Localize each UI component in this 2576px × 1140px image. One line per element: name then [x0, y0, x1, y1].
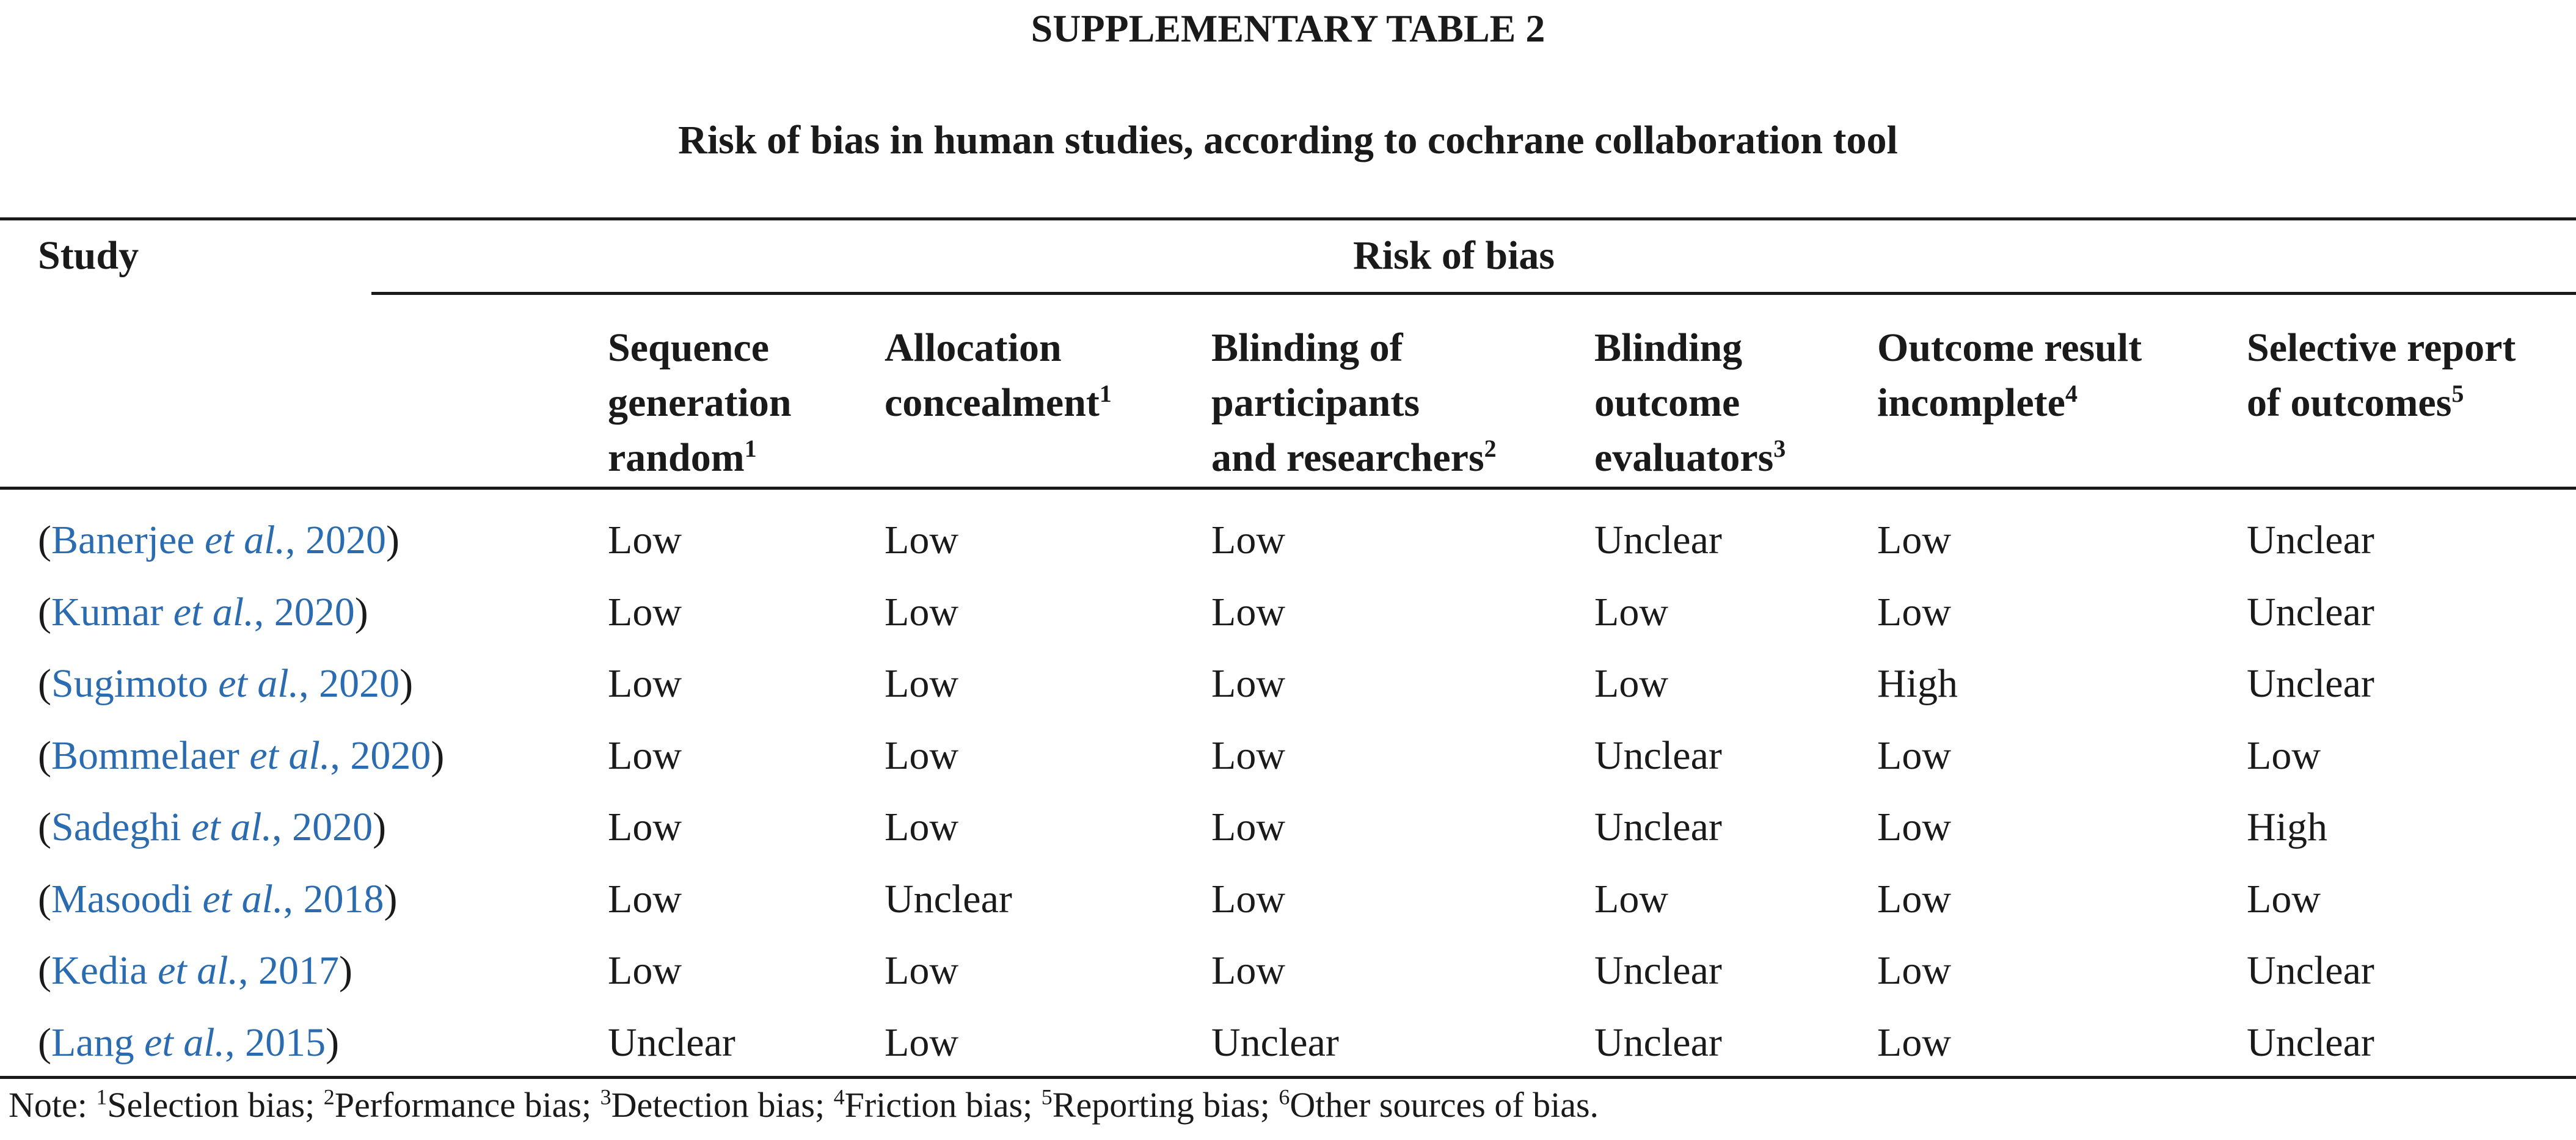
column-header-line: [1594, 430, 1786, 485]
column-header-text: Allocation: [885, 325, 1062, 370]
risk-cell: Low: [1877, 733, 1951, 778]
citation-author: Kumar: [51, 590, 164, 634]
citation-close-paren: ): [373, 805, 387, 849]
citation-open-paren: (: [38, 518, 51, 562]
column-header-line: [885, 321, 1112, 376]
citation-link[interactable]: [51, 877, 384, 921]
group-rule: [371, 292, 2576, 295]
risk-cell: Unclear: [1594, 733, 1722, 778]
column-header-footnote-marker: 1: [1099, 380, 1112, 407]
note-prefix: Note:: [9, 1085, 97, 1125]
citation-link[interactable]: [51, 590, 355, 634]
citation-year: 2020: [350, 733, 431, 778]
citation-et-al: et al.: [158, 948, 239, 993]
note-footnote-marker: 5: [1041, 1084, 1053, 1109]
risk-cell: Low: [1877, 877, 1951, 921]
study-cell: [38, 943, 352, 998]
citation-comma: ,: [272, 805, 293, 849]
risk-cell: Unclear: [1594, 948, 1722, 993]
column-header-line: [2247, 376, 2516, 430]
citation-comma: ,: [285, 518, 305, 562]
risk-cell: Unclear: [2247, 518, 2374, 562]
risk-cell: Low: [885, 733, 958, 778]
column-header-text: participants: [1211, 380, 1420, 425]
risk-cell: Low: [608, 948, 682, 993]
note-footnote-text: Reporting bias;: [1052, 1085, 1279, 1125]
citation-link[interactable]: [51, 518, 386, 562]
column-header-line: [1877, 321, 2142, 376]
table-row: [0, 513, 2576, 584]
study-cell: [38, 513, 400, 568]
study-cell: [38, 800, 386, 855]
note-footnote-text: Performance bias;: [334, 1085, 600, 1125]
risk-cell: Unclear: [2247, 948, 2374, 993]
column-header-text: evaluators: [1594, 435, 1774, 480]
risk-cell: Low: [1211, 518, 1285, 562]
table-row: [0, 585, 2576, 656]
citation-link[interactable]: [51, 948, 339, 993]
citation-author: Sugimoto: [51, 661, 208, 706]
column-header-line: [1594, 321, 1786, 376]
note-footnote-text: Selection bias;: [107, 1085, 324, 1125]
citation-author: Sadeghi: [51, 805, 181, 849]
study-cell: [38, 1015, 339, 1070]
risk-cell: Unclear: [1594, 805, 1722, 849]
citation-comma: ,: [225, 1020, 246, 1065]
risk-cell: Low: [1594, 590, 1668, 634]
table-row: [0, 943, 2576, 1015]
citation-open-paren: (: [38, 948, 51, 993]
note-footnote-marker: 2: [323, 1084, 335, 1109]
risk-cell: Unclear: [1594, 1020, 1722, 1065]
header-rule: [0, 487, 2576, 490]
column-header-footnote-marker: 1: [744, 435, 757, 462]
column-header: [1594, 321, 1786, 485]
column-header-text: of outcomes: [2247, 380, 2452, 425]
citation-year: 2020: [274, 590, 355, 634]
risk-cell: Low: [1877, 948, 1951, 993]
column-header-line: [1211, 430, 1497, 485]
risk-cell: Unclear: [2247, 590, 2374, 634]
column-header-line: [1594, 376, 1786, 430]
column-header-text: and researchers: [1211, 435, 1484, 480]
risk-cell: Low: [608, 661, 682, 706]
column-header-text: Blinding: [1594, 325, 1743, 370]
citation-comma: ,: [330, 733, 351, 778]
note-footnote-text: Detection bias;: [611, 1085, 834, 1125]
table-title: SUPPLEMENTARY TABLE 2: [1031, 7, 1545, 50]
citation-close-paren: ): [326, 1020, 340, 1065]
risk-cell: Low: [1211, 948, 1285, 993]
citation-author: Banerjee: [51, 518, 195, 562]
risk-cell: Low: [2247, 877, 2321, 921]
citation-close-paren: ): [400, 661, 414, 706]
citation-comma: ,: [299, 661, 319, 706]
risk-cell: Low: [1877, 1020, 1951, 1065]
citation-close-paren: ): [385, 518, 400, 562]
citation-close-paren: ): [339, 948, 353, 993]
column-header-footnote-marker: 3: [1773, 435, 1786, 462]
column-header-text: Sequence: [608, 325, 769, 370]
citation-et-al: et al.: [249, 733, 330, 778]
risk-cell: Low: [2247, 733, 2321, 778]
risk-of-bias-group-header: Risk of bias: [1353, 233, 1555, 278]
risk-cell: Low: [1211, 661, 1285, 706]
citation-close-paren: ): [431, 733, 445, 778]
citation-year: 2015: [245, 1020, 326, 1065]
citation-comma: ,: [283, 877, 304, 921]
risk-cell: Low: [1877, 805, 1951, 849]
citation-open-paren: (: [38, 1020, 51, 1065]
note-footnote-marker: 1: [96, 1084, 108, 1109]
column-header-line: [1211, 321, 1497, 376]
note-footnote-marker: 6: [1279, 1084, 1290, 1109]
citation-et-al: et al.: [205, 518, 285, 562]
column-header-footnote-marker: 4: [2065, 380, 2078, 407]
risk-cell: Unclear: [608, 1020, 735, 1065]
risk-cell: Low: [1594, 661, 1668, 706]
risk-cell: Low: [1594, 877, 1668, 921]
note-footnote-text: Friction bias;: [844, 1085, 1042, 1125]
study-column-header: Study: [38, 233, 139, 278]
note-footnote-text: Other sources of bias.: [1290, 1085, 1599, 1125]
citation-author: Bommelaer: [51, 733, 239, 778]
bottom-rule: [0, 1076, 2576, 1079]
risk-cell: Unclear: [2247, 661, 2374, 706]
column-header: [885, 321, 1112, 430]
citation-year: 2018: [303, 877, 384, 921]
citation-link[interactable]: [51, 805, 373, 849]
column-header: [608, 321, 792, 485]
table-note: [9, 1084, 1599, 1125]
citation-et-al: et al.: [218, 661, 299, 706]
citation-link[interactable]: [51, 733, 431, 778]
risk-cell: Low: [608, 733, 682, 778]
citation-et-al: et al.: [144, 1020, 225, 1065]
risk-cell: Unclear: [1594, 518, 1722, 562]
risk-cell: Low: [885, 661, 958, 706]
column-header: [1877, 321, 2142, 430]
citation-author: Lang: [51, 1020, 134, 1065]
citation-close-paren: ): [384, 877, 398, 921]
risk-cell: High: [1877, 661, 1958, 706]
column-header-line: [885, 376, 1112, 430]
column-header-footnote-marker: 5: [2451, 380, 2464, 407]
column-header-line: [2247, 321, 2516, 376]
citation-open-paren: (: [38, 590, 51, 634]
citation-year: 2017: [258, 948, 340, 993]
table-row: [0, 728, 2576, 800]
citation-author: Masoodi: [51, 877, 192, 921]
citation-et-al: et al.: [202, 877, 283, 921]
risk-cell: Low: [608, 877, 682, 921]
citation-open-paren: (: [38, 877, 51, 921]
risk-cell: High: [2247, 805, 2327, 849]
study-cell: [38, 656, 413, 711]
risk-cell: Low: [1211, 733, 1285, 778]
column-header-line: [608, 430, 792, 485]
risk-cell: Low: [885, 948, 958, 993]
risk-cell: Low: [1211, 805, 1285, 849]
citation-link[interactable]: [51, 1020, 326, 1065]
citation-year: 2020: [292, 805, 373, 849]
citation-open-paren: (: [38, 733, 51, 778]
study-cell: [38, 728, 444, 783]
citation-comma: ,: [254, 590, 274, 634]
citation-et-al: et al.: [191, 805, 272, 849]
risk-cell: Low: [885, 1020, 958, 1065]
citation-open-paren: (: [38, 661, 51, 706]
study-cell: [38, 585, 368, 640]
citation-year: 2020: [319, 661, 400, 706]
risk-cell: Low: [885, 518, 958, 562]
column-header-text: random: [608, 435, 745, 480]
column-header-line: [1211, 376, 1497, 430]
risk-cell: Low: [608, 518, 682, 562]
citation-link[interactable]: [51, 661, 400, 706]
note-footnote-marker: 3: [600, 1084, 611, 1109]
risk-cell: Low: [1877, 518, 1951, 562]
column-header-footnote-marker: 2: [1484, 435, 1497, 462]
table-row: [0, 872, 2576, 943]
citation-close-paren: ): [354, 590, 368, 634]
column-header-text: concealment: [885, 380, 1100, 425]
citation-year: 2020: [305, 518, 386, 562]
column-header: [2247, 321, 2516, 430]
column-header-text: Blinding of: [1211, 325, 1403, 370]
risk-cell: Low: [608, 590, 682, 634]
column-header-line: [1877, 376, 2142, 430]
note-footnote-marker: 4: [833, 1084, 845, 1109]
citation-open-paren: (: [38, 805, 51, 849]
risk-cell: Low: [1211, 590, 1285, 634]
risk-cell: Unclear: [885, 877, 1012, 921]
study-cell: [38, 872, 397, 927]
risk-cell: Low: [885, 805, 958, 849]
column-header-text: outcome: [1594, 380, 1740, 425]
column-header-text: Selective report: [2247, 325, 2516, 370]
citation-author: Kedia: [51, 948, 148, 993]
risk-cell: Low: [885, 590, 958, 634]
table-row: [0, 656, 2576, 728]
citation-comma: ,: [238, 948, 259, 993]
column-header: [1211, 321, 1497, 485]
risk-cell: Unclear: [2247, 1020, 2374, 1065]
column-header-text: incomplete: [1877, 380, 2065, 425]
table-row: [0, 800, 2576, 871]
risk-cell: Low: [1211, 877, 1285, 921]
top-rule: [0, 217, 2576, 220]
column-header-text: generation: [608, 380, 792, 425]
risk-cell: Unclear: [1211, 1020, 1339, 1065]
note-items: [96, 1085, 1599, 1125]
column-header-text: Outcome result: [1877, 325, 2142, 370]
column-header-line: [608, 376, 792, 430]
risk-cell: Low: [608, 805, 682, 849]
risk-cell: Low: [1877, 590, 1951, 634]
citation-et-al: et al.: [173, 590, 254, 634]
table-subtitle: Risk of bias in human studies, according to cochrane collaboration tool: [678, 118, 1898, 162]
column-header-line: [608, 321, 792, 376]
